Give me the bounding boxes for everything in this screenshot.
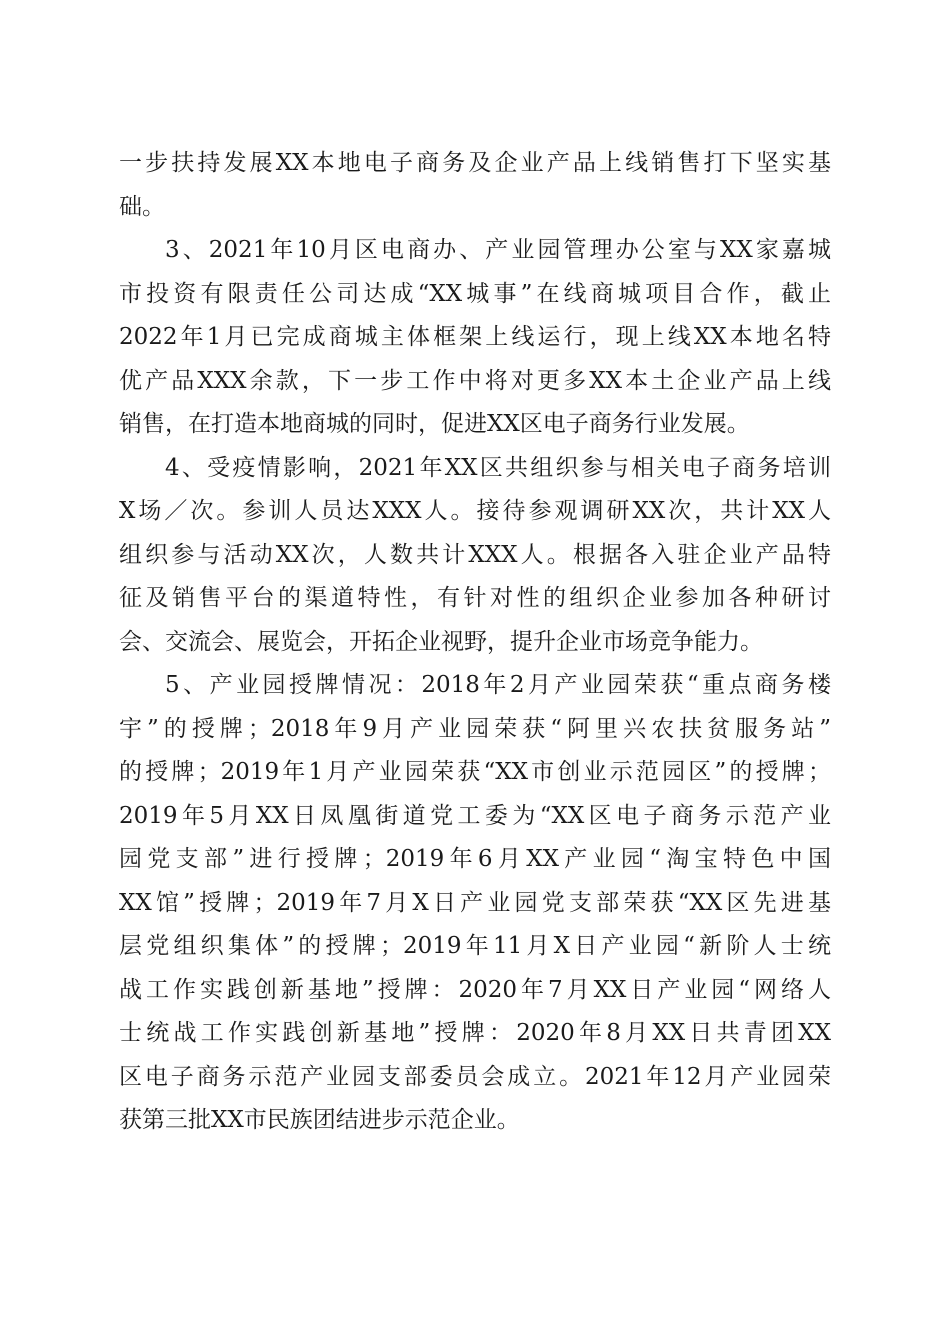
text-line: 2022年1月已完成商城主体框架上线运行，现上线XX本地名特	[119, 324, 831, 350]
text-line: 征及销售平台的渠道特性，有针对性的组织企业参加各种研讨	[119, 585, 831, 611]
text-line: 战工作实践创新基地”授牌：2020年7月XX日产业园“网络人	[119, 976, 831, 1003]
paragraph	[119, 229, 831, 447]
text-line: 础。	[119, 193, 165, 220]
text-line: 组织参与活动XX次，人数共计XXX人。根据各入驻企业产品特	[119, 541, 831, 568]
paragraph	[119, 447, 831, 665]
paragraph	[119, 664, 831, 1143]
text-line: 园党支部”进行授牌；2019年6月XX产业园“淘宝特色中国	[119, 846, 831, 872]
text-line: 市投资有限责任公司达成“XX城事”在线商城项目合作，截止	[119, 280, 831, 307]
text-line: 获第三批XX市民族团结进步示范企业。	[119, 1107, 520, 1133]
text-line: 2019年5月XX日凤凰街道党工委为“XX区电子商务示范产业	[119, 802, 831, 829]
text-line: 会、交流会、展览会，开拓企业视野，提升企业市场竞争能力。	[119, 628, 763, 655]
text-line: 5、产业园授牌情况：2018年2月产业园荣获“重点商务楼	[165, 672, 831, 698]
text-line: 4、受疫情影响，2021年XX区共组织参与相关电子商务培训	[165, 454, 831, 481]
text-line: 3、2021年10月区电商办、产业园管理办公室与XX家嘉城	[165, 237, 831, 263]
text-line: 优产品XXX余款，下一步工作中将对更多XX本土企业产品上线	[119, 367, 831, 394]
paragraph	[119, 142, 831, 229]
text-line: 层党组织集体”的授牌；2019年11月X日产业园“新阶人士统	[119, 933, 831, 959]
text-line: XX馆”授牌；2019年7月X日产业园党支部荣获“XX区先进基	[119, 889, 831, 916]
text-line: 士统战工作实践创新基地”授牌：2020年8月XX日共青团XX	[119, 1020, 831, 1046]
text-line: X场／次。参训人员达XXX人。接待参观调研XX次，共计XX人	[119, 498, 831, 524]
text-line: 销售，在打造本地商城的同时，促进XX区电子商务行业发展。	[119, 411, 750, 437]
text-line: 的授牌；2019年1月产业园荣获“XX市创业示范园区”的授牌；	[119, 759, 831, 785]
text-line: 一步扶持发展XX本地电子商务及企业产品上线销售打下坚实基	[119, 150, 831, 176]
document-body	[119, 142, 831, 1143]
text-line: 宇”的授牌；2018年9月产业园荣获“阿里兴农扶贫服务站”	[119, 715, 831, 742]
text-line: 区电子商务示范产业园支部委员会成立。2021年12月产业园荣	[119, 1063, 831, 1090]
